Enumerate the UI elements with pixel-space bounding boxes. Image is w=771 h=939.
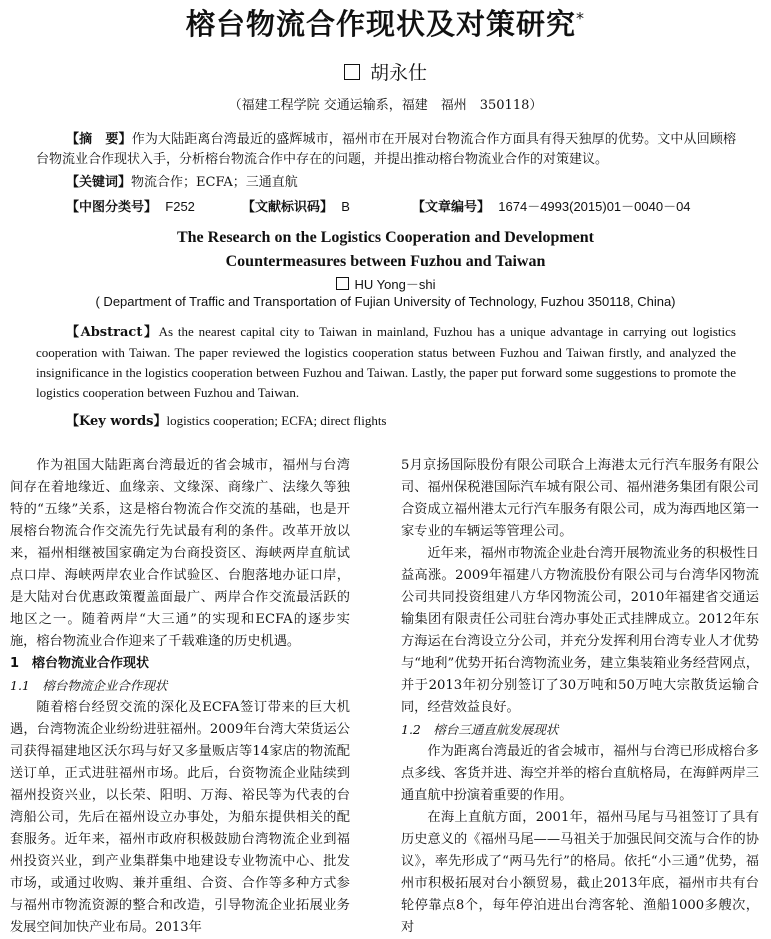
english-title [0, 226, 771, 274]
keywords-cn-text: 物流合作；ECFA；三通直航 [131, 175, 298, 190]
keywords-en-label: 【Key words】 [66, 414, 167, 429]
abstract-cn [36, 130, 736, 170]
english-title-line1: The Research on the Logistics Cooperation and Development [176, 229, 595, 246]
doc-code: 【文献标识码】 B [242, 199, 350, 215]
english-affiliation: ( Department of Traffic and Transportation of Fujian University of Technology, Fuzhou 350118, China) [95, 294, 676, 309]
affiliation: （福建工程学院 交通运输系，福建 福州 350118） [228, 98, 543, 113]
paper-title: 榕台物流合作现状及对策研究* [185, 7, 585, 41]
body-paragraph: 随着榕台经贸交流的深化及ECFA签订带来的巨大机遇，台湾物流企业纷纷进驻福州。2009年台湾大荣货运公司获得福建地区沃尔玛与好又多量贩店等14家店的物流配送订单，正式进驻福州市场。此后，台资物流企业陆续到福州投资兴业，以长荣、阳明、万海、裕民等为代表的台湾船公司，先后在福州设立办事处，为船东提供相关的配套服务。近年来，福州市政府积极鼓励台湾物流企业到福州投资兴业，到产业集群集中地建设专业物流中心、批发市场，或通过收购、兼并重组、合资、合作等多种方式参与福州市物流资源的整合和改造，引导物流企业拓展业务发展空间加快产业布局。2013年 [10, 700, 350, 935]
english-author: HU Yong－shi [0, 274, 771, 293]
english-title-line2: Countermeasures between Fuzhou and Taiwan [225, 253, 546, 270]
keywords-en [66, 410, 387, 429]
body-column-left [10, 455, 350, 939]
title-footnote-mark: * [576, 8, 585, 28]
subsection-heading: 1.2 榕台三通直航发展现状 [401, 722, 559, 737]
article-number: 【文章编号】 1674－4993(2015)01－0040－04 [412, 199, 691, 215]
abstract-en-label: 【Abstract】 [66, 325, 159, 340]
author-box-icon [344, 64, 360, 80]
body-paragraph: 近年来，福州市物流企业赴台湾开展物流业务的积极性日益高涨。2009年福建八方物流股份有限公司与台湾华冈物流公司共同投资组建八方华冈物流公司，2010年福建省交通运输集团有限责任公司驻台湾办事处正式挂牌成立。2012年东方海运在台湾设立分公司，并充分发挥利用台湾专业人才优势与“地利”优势开拓台湾物流业务，建立集装箱业务经营网点，并于2013年初分别签订了30万吨和50万吨大宗散货运输合同，经营效益良好。 [401, 546, 759, 715]
body-paragraph: 作为距离台湾最近的省会城市，福州与台湾已形成榕台多点多线、客货并进、海空并举的榕台直航格局，在海鲜两岸三通直航中扮演着重要的作用。 [401, 744, 759, 803]
keywords-en-text: logistics cooperation; ECFA; direct flights [166, 413, 387, 428]
body-paragraph: 在海上直航方面，2001年，福州马尾与马祖签订了具有历史意义的《福州马尾——马祖关于加强民间交流与合作的协议》，率先形成了“两马先行”的格局。依托“小三通”优势，福州市积极拓展对台小额贸易，截止2013年底，福州市共有台轮停靠点8个，每年停泊进出台湾客轮、渔船1000多艘次，对 [401, 810, 759, 935]
keywords-cn-label: 【关键词】 [66, 175, 132, 190]
abstract-en [36, 322, 736, 403]
keywords-cn [66, 173, 766, 193]
clc-code: 【中图分类号】 F252 [66, 199, 195, 215]
body-column-right [401, 455, 759, 939]
english-author-box-icon [336, 277, 349, 290]
body-paragraph: 作为祖国大陆距离台湾最近的省会城市，福州与台湾间存在着地缘近、血缘亲、文缘深、商缘广、法缘久等独特的“五缘”关系，这是榕台物流合作交流的基础，也是开展榕台物流合作交流先行先试最有利的条件。改革开放以来，福州相继被国家确定为台商投资区、海峡两岸直航试点口岸、海峡两岸农业合作试验区、台胞落地办证口岸，是大陆对台优惠政策覆盖面最广、两岸合作交流最活跃的地区之一。随着两岸“大三通”的实现和ECFA的逐步实施，榕台物流业合作迎来了千载难逢的历史机遇。 [10, 458, 350, 649]
body-paragraph: 5月京扬国际股份有限公司联合上海港太元行汽车服务有限公司、福州保税港国际汽车城有限公司、福州港务集团有限公司合资成立福州港太元行汽车服务有限公司，成为海西地区第一家专业的车辆运等管理公司。 [401, 458, 759, 539]
author: 胡永仕 [0, 58, 771, 85]
section-heading: 1 榕台物流业合作现状 [10, 656, 150, 671]
abstract-cn-label: 【摘 要】 [66, 132, 132, 147]
abstract-en-text: As the nearest capital city to Taiwan in mainland, Fuzhou has a unique advantage in carrying out logistics cooperation with Taiwan. The paper reviewed the logistics cooperation status between Fuzhou and Taiwan firstly, and analyzed the insignificance in the logistics cooperation between Fuzhou and Taiwan. Lastly, the paper put forward some suggestions to promote the logistics cooperation between Fuzhou and Taiwan. [36, 324, 736, 400]
subsection-heading: 1.1 榕台物流企业合作现状 [10, 678, 168, 693]
abstract-cn-text: 作为大陆距离台湾最近的盛辉城市，福州市在开展对台物流合作方面具有得天独厚的优势。文中从回顾榕台物流业合作现状入手，分析榕台物流合作中存在的问题，并提出推动榕台物流业合作的对策建议。 [36, 132, 736, 167]
